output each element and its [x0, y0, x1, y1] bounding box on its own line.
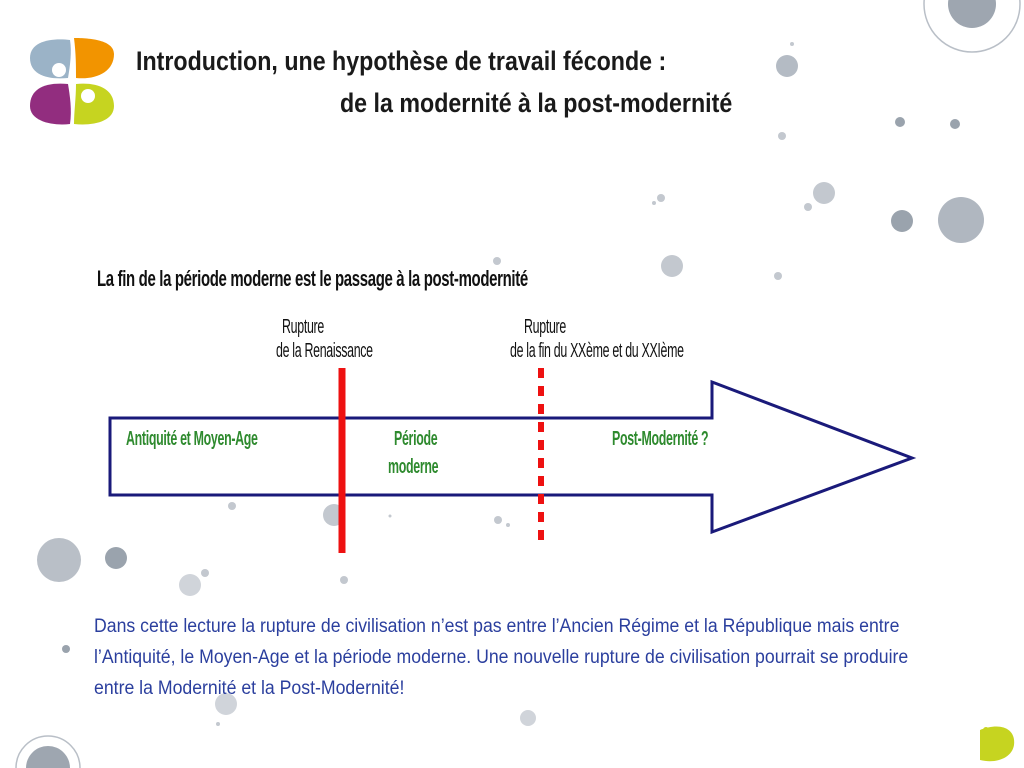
era-antiquity-label: Antiquité et Moyen-Age — [126, 428, 258, 450]
timeline-title: La fin de la période moderne est le passage à la post-modernité — [97, 266, 528, 291]
era-modern-label-line2: moderne — [388, 456, 439, 478]
era-modern-label-line1: Période — [394, 428, 438, 450]
rupture1-label-line1: Rupture — [282, 316, 324, 338]
slide-title-line1: Introduction, une hypothèse de travail féconde : — [136, 46, 667, 76]
rupture1-label-line2: de la Renaissance — [276, 340, 373, 362]
slide-title-line2: de la modernité à la post-modernité — [340, 88, 733, 118]
timeline-arrow — [110, 382, 912, 532]
caption-text: Dans cette lecture la rupture de civilisation n’est pas entre l’Ancien Régime et la République mais entre l’Antiquité, le Moyen-Age et la période moderne. Une nouvelle rupture de civilisation pourrait se produire entre la Modernité et la Post-Modernité! — [94, 616, 909, 699]
rupture2-label-line1: Rupture — [524, 316, 566, 338]
era-postmodern-label: Post-Modernité ? — [612, 428, 709, 450]
rupture2-label-line2: de la fin du XXème et du XXIème — [510, 340, 684, 362]
